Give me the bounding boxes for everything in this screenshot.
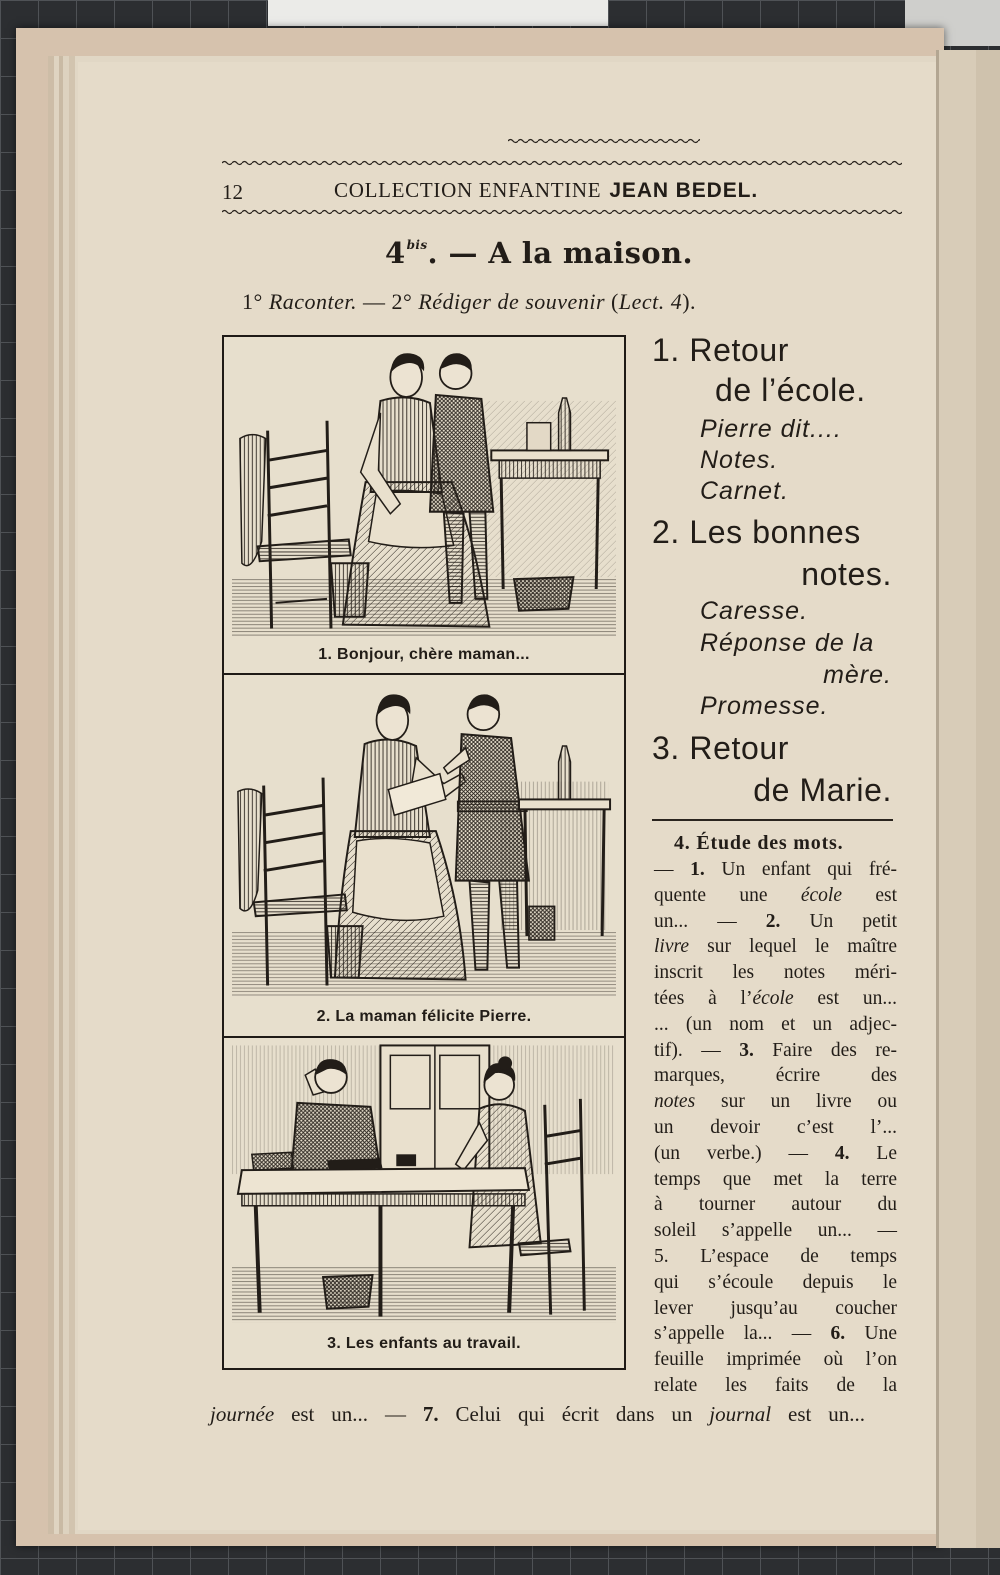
italic-text: Raconter. <box>268 289 358 314</box>
text-line <box>654 1373 897 1399</box>
bold-text: 1. <box>690 859 705 880</box>
ornament-wave-small <box>508 137 700 145</box>
text-segment: un devoir c’est l’... <box>654 1116 897 1138</box>
text-line <box>654 1167 897 1193</box>
text-line <box>654 1115 897 1141</box>
bold-text: 4. <box>834 1142 850 1164</box>
outline-heading-3-cont: de Marie. <box>753 772 892 808</box>
text-line <box>654 857 897 883</box>
outline-heading-1: 1. Retour <box>652 332 790 368</box>
floor-shading <box>232 1265 616 1322</box>
outline-point: Caresse. <box>700 597 809 625</box>
ornament-wave-top <box>222 159 902 167</box>
text-line <box>654 1321 897 1347</box>
text-segment: ). <box>682 289 697 314</box>
notebook <box>327 1158 382 1170</box>
text-line <box>654 883 897 909</box>
text-line <box>654 909 897 935</box>
italic-text: livre <box>654 936 690 958</box>
text-segment: 5. L’espace de temps <box>654 1245 897 1267</box>
exercise-text <box>654 857 897 1399</box>
text-line <box>654 1347 897 1373</box>
bottle <box>559 746 571 799</box>
italic-text: notes <box>654 1091 696 1113</box>
text-segment: tif). — <box>654 1039 740 1061</box>
text-line <box>242 289 782 315</box>
text-line <box>654 986 897 1012</box>
text-segment: est <box>841 884 897 906</box>
text-segment: quente une <box>654 884 801 906</box>
outline-point: Réponse de la <box>700 629 875 657</box>
plate-2 <box>222 673 626 1038</box>
text-segment: qui s’écoule depuis le <box>654 1271 897 1293</box>
text-line <box>654 1063 897 1089</box>
outline-point: Pierre dit.... <box>700 415 842 443</box>
italic-text: Rédiger de souvenir <box>418 289 605 314</box>
text-segment: est un... <box>771 1402 865 1426</box>
text-line <box>654 1244 897 1270</box>
exercise-closing-line <box>210 1401 865 1427</box>
text-segment: (un verbe.) — <box>654 1142 835 1164</box>
text-segment: Le <box>849 1142 897 1164</box>
text-segment: Un enfant qui fré- <box>704 859 898 880</box>
outline-heading-1-cont: de l’école. <box>715 372 866 408</box>
text-segment: 1° <box>242 289 269 314</box>
text-segment: ... (un nom et un adjec- <box>654 1013 897 1035</box>
text-line <box>654 1218 897 1244</box>
text-segment: Un petit <box>780 910 897 932</box>
italic-text: journée <box>210 1402 275 1426</box>
text-line <box>654 960 897 986</box>
text-segment: sur lequel le maître <box>689 936 897 958</box>
ornament-wave-bottom <box>222 208 902 216</box>
books <box>252 1152 294 1170</box>
author-name: JEAN BEDEL. <box>609 179 759 202</box>
text-segment: est un... — <box>274 1402 423 1426</box>
exercise-heading: 4. Étude des mots. <box>674 832 844 854</box>
text-segment: est un... <box>793 987 897 1009</box>
plate-1 <box>222 335 626 675</box>
text-line <box>654 1141 897 1167</box>
text-segment: Une <box>845 1323 897 1345</box>
text-segment: lever jusqu’au coucher <box>654 1297 897 1319</box>
outline-heading-3: 3. Retour <box>652 730 790 766</box>
jar <box>527 423 551 451</box>
text-line <box>654 1270 897 1296</box>
page-number: 12 <box>222 180 243 204</box>
plate-3 <box>222 1036 626 1370</box>
outline-heading-2: 2. Les bonnes <box>652 514 861 550</box>
draped-cloth <box>238 789 262 911</box>
bold-text: 3. <box>739 1039 754 1061</box>
text-segment: Faire des re- <box>753 1039 897 1061</box>
italic-text: journal <box>709 1402 772 1426</box>
text-line <box>654 1038 897 1064</box>
lesson-title-text: . — A la maison. <box>427 236 694 270</box>
italic-text: école <box>800 884 842 906</box>
italic-text: école <box>752 987 794 1009</box>
outline-point: Notes. <box>700 446 779 474</box>
text-segment: ( <box>605 289 619 314</box>
text-segment: s’appelle la... — <box>654 1323 831 1345</box>
text-segment: sur un livre ou <box>695 1091 897 1113</box>
bottle <box>559 398 571 450</box>
text-segment: inscrit les notes méri- <box>654 962 897 984</box>
bold-text: 6. <box>830 1323 846 1345</box>
section-divider <box>652 819 893 821</box>
lesson-superscript: bis <box>406 238 428 252</box>
lesson-number: 4 <box>385 236 406 270</box>
text-segment: — <box>654 859 691 880</box>
collection-name: COLLECTION ENFANTINE <box>334 178 602 202</box>
text-segment: temps que met la terre <box>654 1168 897 1190</box>
white-paper-strip <box>268 0 608 26</box>
engraving-congratulation <box>232 681 616 999</box>
engraving-homework <box>232 1044 616 1324</box>
basket <box>514 577 573 611</box>
outline-point-cont: mère. <box>823 661 892 689</box>
text-line <box>654 1192 897 1218</box>
lesson-title <box>385 236 693 270</box>
text-line <box>654 1296 897 1322</box>
text-segment: un... — <box>654 910 766 932</box>
text-segment: à tourner autour du <box>654 1194 897 1216</box>
outline-point: Promesse. <box>700 692 829 720</box>
bold-text: 7. <box>422 1402 439 1426</box>
mother-figure <box>335 694 466 979</box>
text-line <box>654 1012 897 1038</box>
text-segment: feuille imprimée où l’on <box>654 1349 897 1371</box>
inkwell <box>396 1154 416 1166</box>
lesson-instructions <box>242 289 782 315</box>
schoolbag <box>529 906 555 940</box>
text-segment: Celui qui écrit dans un <box>438 1402 710 1426</box>
text-segment: soleil s’appelle un... — <box>654 1220 897 1242</box>
running-head <box>334 178 758 203</box>
text-line <box>210 1401 865 1427</box>
outline-point: Carnet. <box>700 477 789 505</box>
plate-2-caption: 2. La maman félicite Pierre. <box>316 1008 532 1025</box>
engraving-greeting <box>232 343 616 637</box>
plate-3-caption: 3. Les enfants au travail. <box>327 1335 521 1352</box>
basket <box>323 1275 372 1309</box>
italic-text: Lect. 4 <box>618 289 683 314</box>
text-line <box>654 934 897 960</box>
outline-heading-2-cont: notes. <box>801 556 892 592</box>
facing-page-edge <box>936 50 1000 1548</box>
text-line <box>654 1089 897 1115</box>
text-segment: marques, écrire des <box>654 1065 897 1087</box>
text-segment: tées à l’ <box>654 987 753 1009</box>
bold-text: 2. <box>765 910 781 932</box>
text-segment: — 2° <box>357 289 419 314</box>
plate-1-caption: 1. Bonjour, chère maman... <box>318 646 530 663</box>
text-segment: relate les faits de la <box>654 1374 897 1396</box>
